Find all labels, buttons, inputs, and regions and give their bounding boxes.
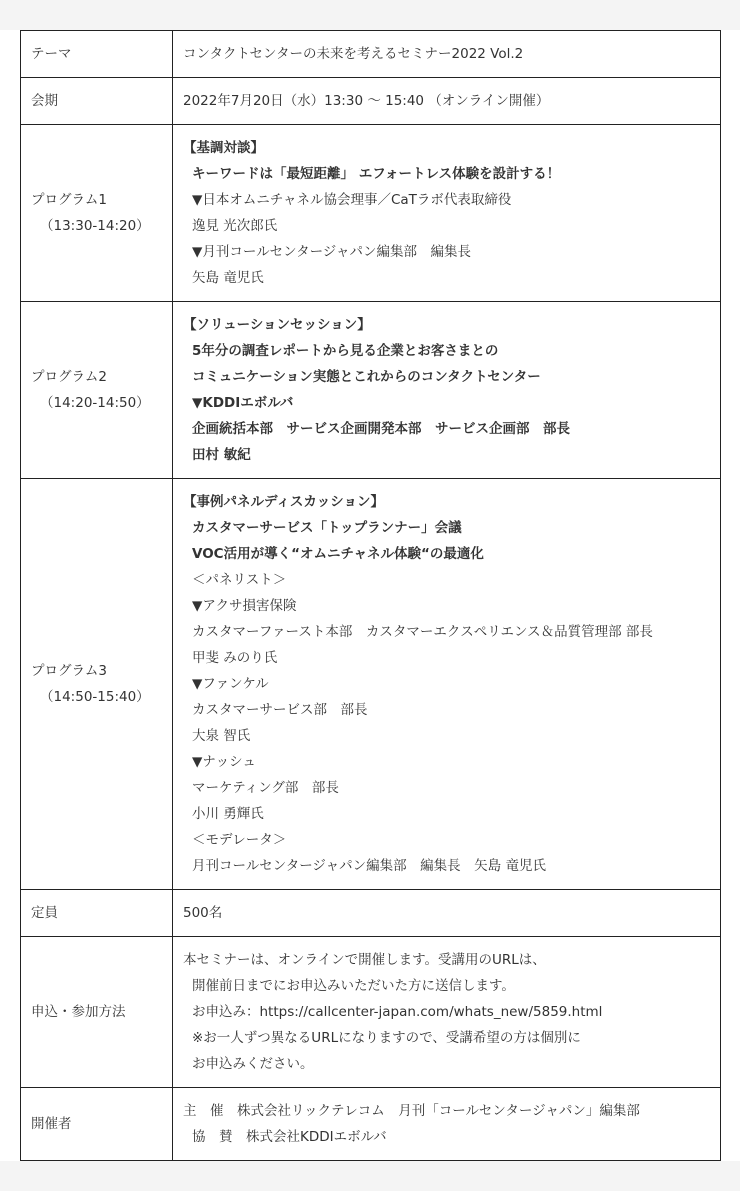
- date-value: 2022年7月20日（水）13:30 〜 15:40 （オンライン開催）: [173, 78, 721, 125]
- program3-line: カスタマーファースト本部 カスタマーエクスペリエンス＆品質管理部 部長: [192, 624, 653, 640]
- program3-line: 甲斐 みのり氏: [192, 650, 278, 666]
- program2-line: コミュニケーション実態とこれからのコンタクトセンター: [192, 369, 541, 385]
- application-line: ※お一人ずつ異なるURLになりますので、受講希望の方は個別に: [192, 1030, 581, 1046]
- top-band: [0, 0, 740, 30]
- program2-detail: [173, 302, 721, 479]
- program3-line: ＜パネリスト＞: [192, 572, 287, 588]
- row-program1: [21, 125, 721, 302]
- capacity-label: 定員: [21, 890, 173, 937]
- program1-label-cell: [21, 125, 173, 302]
- capacity-value: 500名: [173, 890, 721, 937]
- program3-time: （14:50-15:40）: [40, 689, 150, 705]
- program3-line: カスタマーサービス部 部長: [192, 702, 368, 718]
- theme-label: テーマ: [21, 31, 173, 78]
- program3-line: 大泉 智氏: [192, 728, 251, 744]
- program3-detail: [173, 479, 721, 890]
- application-detail: [173, 937, 721, 1088]
- row-capacity: [21, 890, 721, 937]
- program2-line: 企画統括本部 サービス企画開発本部 サービス企画部 部長: [192, 421, 570, 437]
- program3-label-cell: [21, 479, 173, 890]
- organizer-line: 協 賛 株式会社KDDIエボルバ: [192, 1129, 387, 1145]
- program2-line: ▼KDDIエボルバ: [192, 395, 294, 411]
- row-application: [21, 937, 721, 1088]
- program2-label: プログラム2: [31, 369, 107, 385]
- program1-line: ▼月刊コールセンタージャパン編集部 編集長: [192, 244, 472, 260]
- program2-line: 田村 敏紀: [192, 447, 251, 463]
- program2-line: 【ソリューションセッション】: [183, 317, 371, 333]
- row-date: [21, 78, 721, 125]
- program1-line: 矢島 竜児氏: [192, 270, 264, 286]
- program3-line: ▼ファンケル: [192, 676, 269, 692]
- program3-label: プログラム3: [31, 663, 107, 679]
- application-line: お申込みください。: [192, 1056, 314, 1072]
- program3-line: ＜モデレータ＞: [192, 832, 287, 848]
- program3-line: ▼ナッシュ: [192, 754, 256, 770]
- program3-line: VOC活用が導く“オムニチャネル体験“の最適化: [192, 546, 484, 562]
- row-organizer: [21, 1088, 721, 1161]
- organizer-line: 主 催 株式会社リックテレコム 月刊「コールセンタージャパン」編集部: [183, 1103, 640, 1119]
- program2-label-cell: [21, 302, 173, 479]
- theme-value: コンタクトセンターの未来を考えるセミナー2022 Vol.2: [173, 31, 721, 78]
- program3-line: ▼アクサ損害保険: [192, 598, 297, 614]
- program3-line: 【事例パネルディスカッション】: [183, 494, 385, 510]
- program1-label: プログラム1: [31, 192, 107, 208]
- application-label: 申込・参加方法: [21, 937, 173, 1088]
- application-line: 本セミナーは、オンラインで開催します。受講用のURLは、: [183, 952, 546, 968]
- program1-detail: [173, 125, 721, 302]
- program1-line: ▼日本オムニチャネル協会理事／CaTラボ代表取締役: [192, 192, 512, 208]
- program1-time: （13:30-14:20）: [40, 218, 150, 234]
- application-line: 開催前日までにお申込みいただいた方に送信します。: [192, 978, 515, 994]
- application-url-line: お申込み：https://callcenter-japan.com/whats_new/5859.html: [192, 1004, 603, 1020]
- date-label: 会期: [21, 78, 173, 125]
- program3-line: 月刊コールセンタージャパン編集部 編集長 矢島 竜児氏: [192, 858, 546, 874]
- program3-line: マーケティング部 部長: [192, 780, 339, 796]
- program3-line: カスタマーサービス「トップランナー」会議: [192, 520, 462, 536]
- program2-line: 5年分の調査レポートから見る企業とお客さまとの: [192, 343, 499, 359]
- program1-line: 【基調対談】: [183, 140, 264, 156]
- organizer-detail: [173, 1088, 721, 1161]
- program1-line: 逸見 光次郎氏: [192, 218, 278, 234]
- organizer-label: 開催者: [21, 1088, 173, 1161]
- program3-line: 小川 勇輝氏: [192, 806, 264, 822]
- seminar-info-table: [20, 30, 721, 1161]
- program1-line: キーワードは「最短距離」 エフォートレス体験を設計する！: [192, 166, 561, 182]
- row-theme: [21, 31, 721, 78]
- row-program3: [21, 479, 721, 890]
- row-program2: [21, 302, 721, 479]
- program2-time: （14:20-14:50）: [40, 395, 150, 411]
